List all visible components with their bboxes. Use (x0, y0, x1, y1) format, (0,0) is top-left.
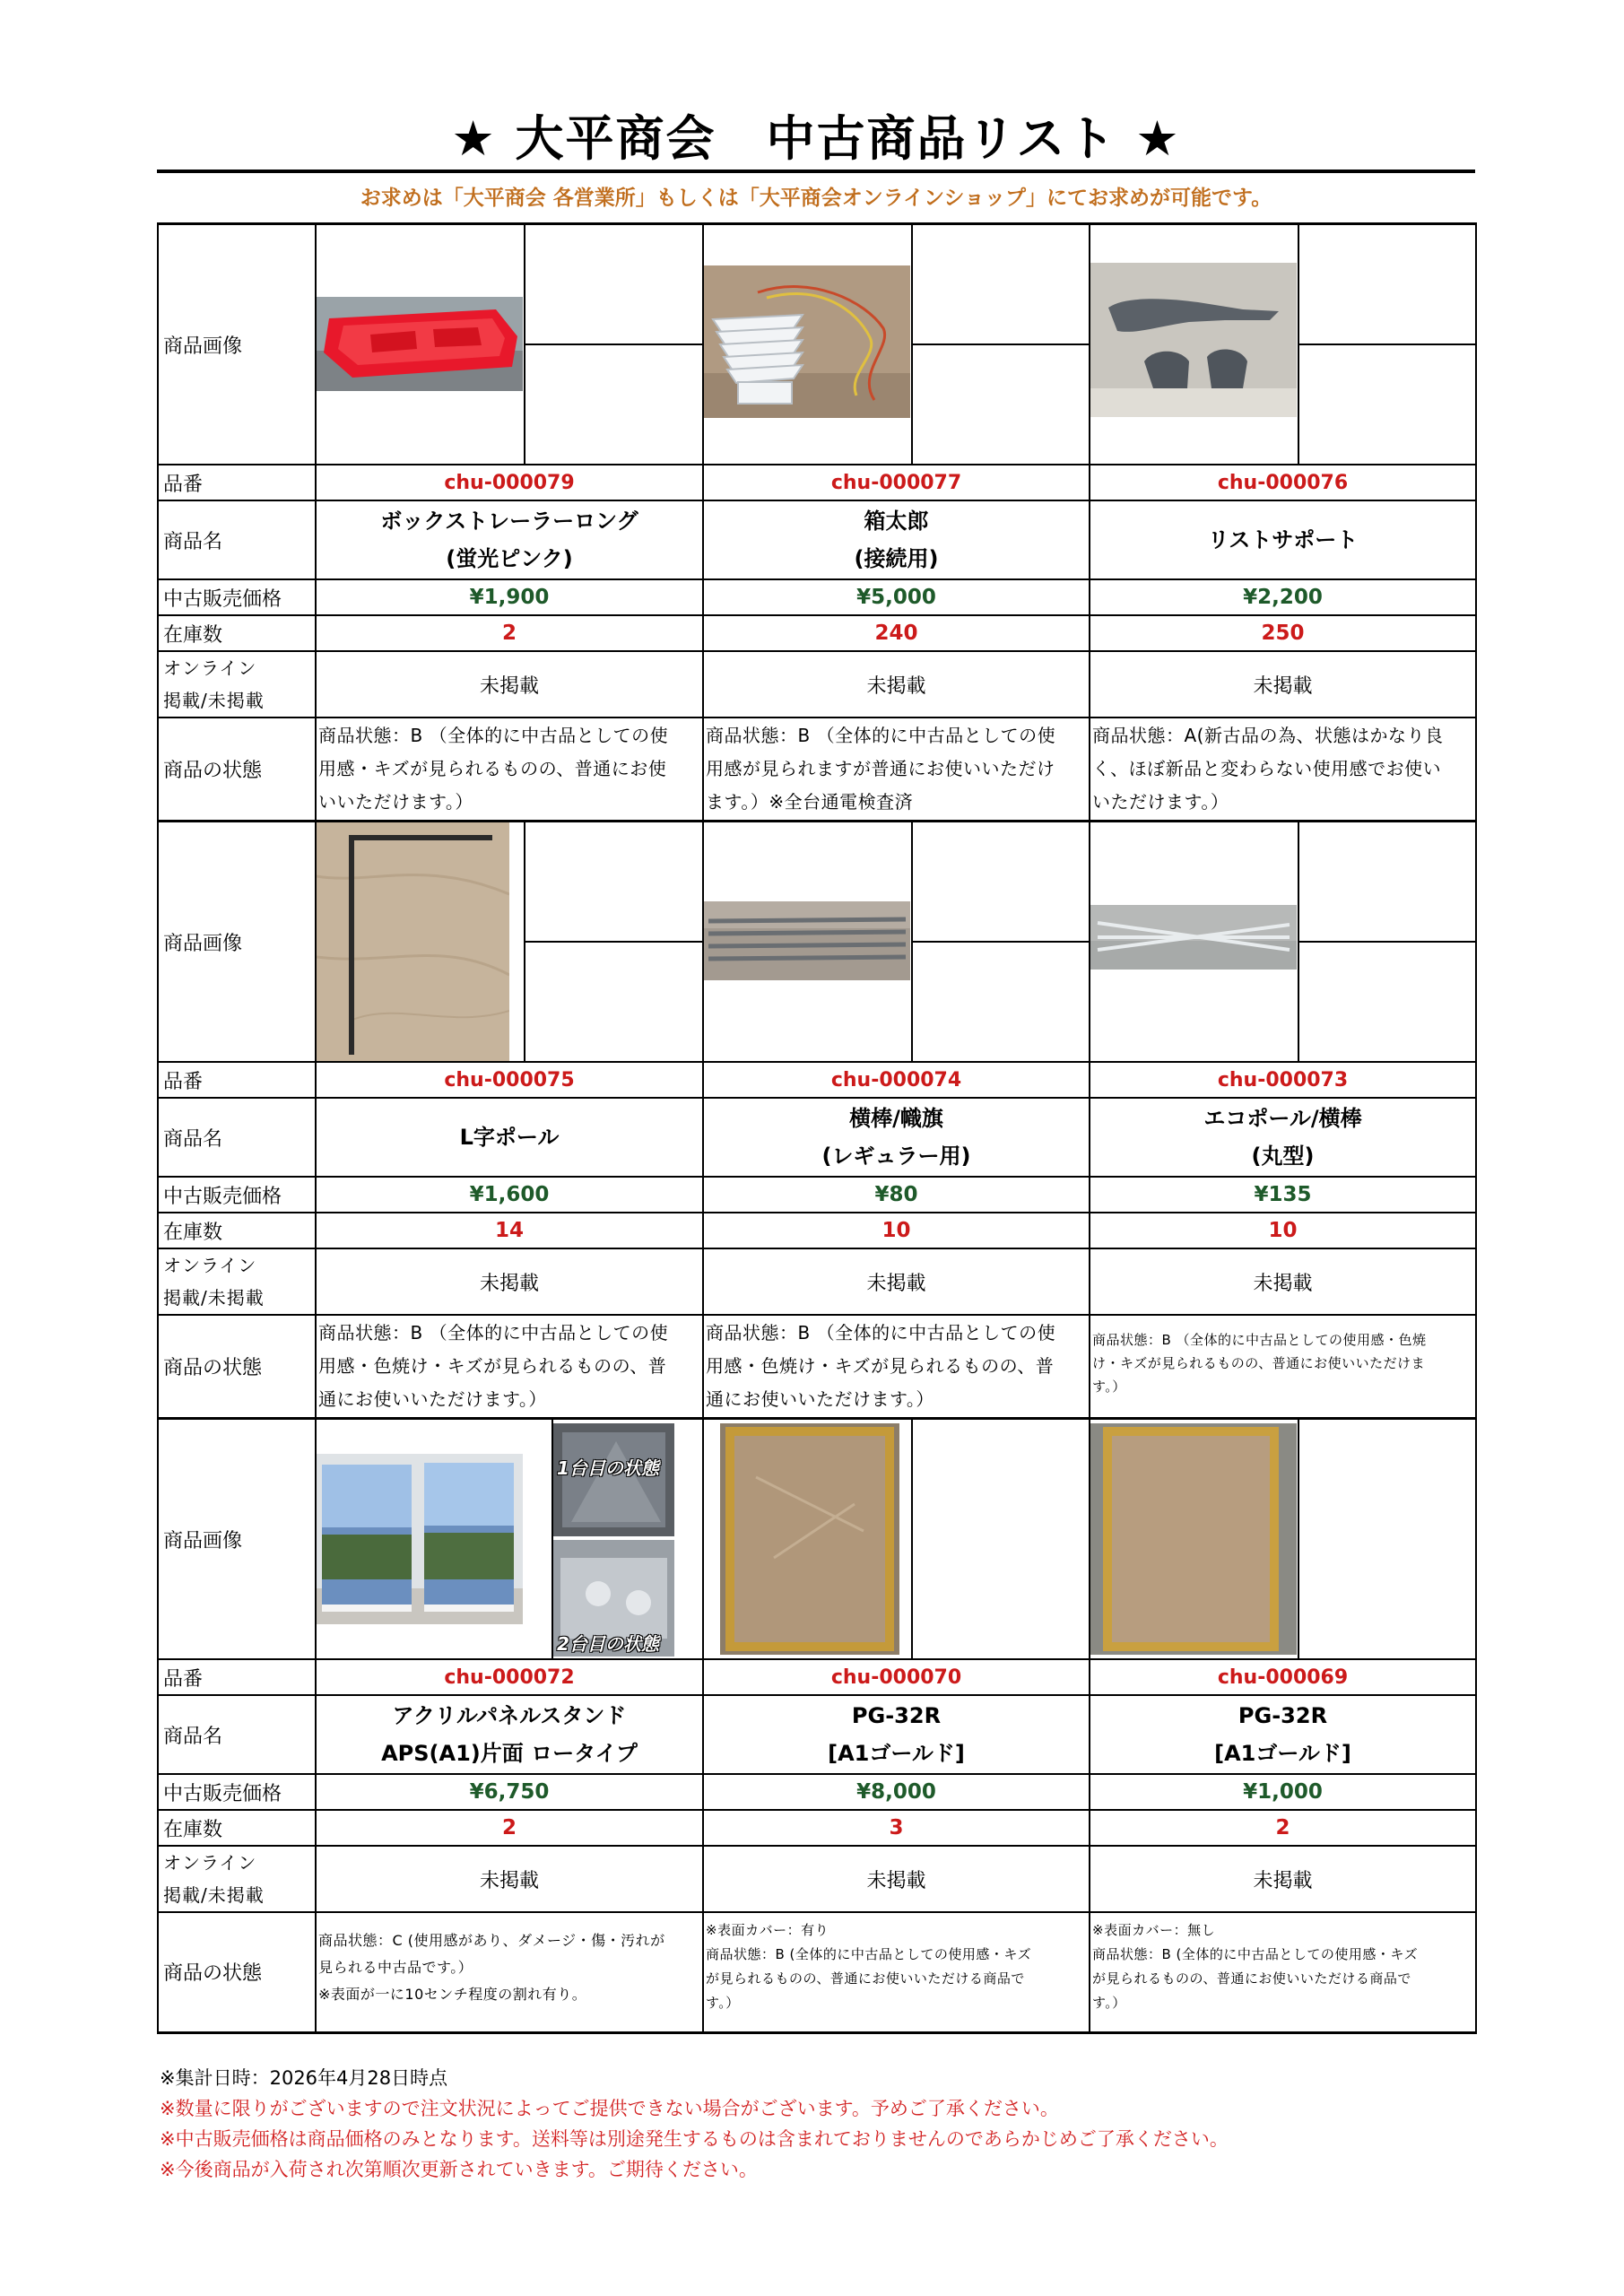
product-price: ¥6,750 (316, 1774, 703, 1810)
product-price: ¥2,200 (1090, 579, 1476, 615)
product-stock: 250 (1090, 615, 1476, 651)
condition-label: 商品の状態 (158, 718, 316, 822)
product-image-cell (703, 1419, 1090, 1660)
gold-poster-frame-photo (720, 1423, 899, 1655)
product-image-cell (316, 1419, 703, 1660)
update-note: ※今後商品が入荷され次第順次更新されていきます。ご期待ください。 (160, 2159, 758, 2180)
stock-label: 在庫数 (158, 1213, 316, 1248)
product-image-cell (1090, 1419, 1476, 1660)
stacked-lamp-boxes-with-cables-photo (704, 265, 910, 418)
online-row (158, 1248, 1476, 1315)
image-row (158, 1419, 1476, 1660)
product-image-cell (1090, 224, 1476, 465)
product-image-cell (316, 224, 703, 465)
condition-label: 商品の状態 (158, 1315, 316, 1419)
first-unit-condition-photo (553, 1423, 674, 1536)
product-condition: ※表面カバー：有り 商品状態：B (全体的に中古品としての使用感・キズ が見られるものの、普通にお使いいただける商品で す。） (703, 1912, 1090, 2032)
name-row (158, 500, 1476, 579)
page-subtitle: お求めは「大平商会 各営業所」もしくは「大平商会オンラインショップ」にてお求めが可能です。 (360, 187, 1272, 210)
product-code: chu-000079 (316, 465, 703, 500)
product-image-cell (316, 822, 703, 1063)
product-price: ¥8,000 (703, 1774, 1090, 1810)
code-row (158, 465, 1476, 500)
product-condition: 商品状態：A(新古品の為、状態はかなり良 く、ほぼ新品と変わらない使用感でお使い いただけます。） (1090, 718, 1476, 822)
product-stock: 14 (316, 1213, 703, 1248)
name-label: 商品名 (158, 1695, 316, 1774)
product-name: エコポール/横棒 (丸型) (1090, 1098, 1476, 1177)
product-condition: 商品状態：B （全体的に中古品としての使 用感が見られますが普通にお使いいただけ ます。）※全台通電検査済 (703, 718, 1090, 822)
product-image-cell (703, 822, 1090, 1063)
name-row (158, 1695, 1476, 1774)
product-price: ¥135 (1090, 1177, 1476, 1213)
price-note: ※中古販売価格は商品価格のみとなります。送料等は別途発生するものは含まれておりませんのであらかじめご了承ください。 (160, 2128, 1229, 2150)
code-label: 品番 (158, 1659, 316, 1695)
price-label: 中古販売価格 (158, 1774, 316, 1810)
product-code: chu-000072 (316, 1659, 703, 1695)
page-title: ★ 大平商会 中古商品リスト ★ (451, 110, 1181, 167)
name-label: 商品名 (158, 500, 316, 579)
price-label: 中古販売価格 (158, 1177, 316, 1213)
product-code: chu-000076 (1090, 465, 1476, 500)
product-name: L字ポール (316, 1098, 703, 1177)
code-row (158, 1659, 1476, 1695)
product-stock: 240 (703, 615, 1090, 651)
l-shaped-pole-on-wood-photo (317, 822, 509, 1061)
online-row (158, 651, 1476, 718)
online-status: 未掲載 (316, 1846, 703, 1912)
grey-wrist-support-photo (1090, 263, 1297, 417)
product-price: ¥1,900 (316, 579, 703, 615)
product-code: chu-000075 (316, 1062, 703, 1098)
name-label: 商品名 (158, 1098, 316, 1177)
product-image-cell (703, 224, 1090, 465)
product-price: ¥1,000 (1090, 1774, 1476, 1810)
second-unit-caption: 2台目の状態 (557, 1633, 659, 1655)
product-price: ¥1,600 (316, 1177, 703, 1213)
product-stock: 10 (703, 1213, 1090, 1248)
price-row (158, 1774, 1476, 1810)
price-row (158, 579, 1476, 615)
product-name: リストサポート (1090, 500, 1476, 579)
product-condition: 商品状態：B （全体的に中古品としての使 用感・キズが見られるものの、普通にお使 いいただけます。） (316, 718, 703, 822)
product-price: ¥5,000 (703, 579, 1090, 615)
stock-row (158, 615, 1476, 651)
product-stock: 2 (1090, 1810, 1476, 1846)
name-row (158, 1098, 1476, 1177)
stock-row (158, 1213, 1476, 1248)
condition-row (158, 1912, 1476, 2032)
product-stock: 3 (703, 1810, 1090, 1846)
image-label: 商品画像 (158, 1419, 316, 1660)
horizontal-bars-photo (704, 901, 910, 980)
product-code: chu-000069 (1090, 1659, 1476, 1695)
first-unit-caption: 1台目の状態 (557, 1457, 659, 1479)
online-status: 未掲載 (1090, 1248, 1476, 1315)
product-name: 箱太郎 (接続用) (703, 500, 1090, 579)
product-stock: 10 (1090, 1213, 1476, 1248)
price-label: 中古販売価格 (158, 579, 316, 615)
online-status: 未掲載 (316, 1248, 703, 1315)
product-name: アクリルパネルスタンド APS(A1)片面 ロータイプ (316, 1695, 703, 1774)
title-rule (157, 170, 1475, 173)
image-row (158, 224, 1476, 465)
gold-poster-frame-photo (1090, 1423, 1297, 1655)
product-condition: 商品状態：B （全体的に中古品としての使 用感・色焼け・キズが見られるものの、普 通にお使いいただけます。） (703, 1315, 1090, 1419)
stock-row (158, 1810, 1476, 1846)
online-status: 未掲載 (1090, 1846, 1476, 1912)
image-row (158, 822, 1476, 1063)
product-name: 横棒/幟旗 (レギュラー用) (703, 1098, 1090, 1177)
product-stock: 2 (316, 1810, 703, 1846)
condition-label: 商品の状態 (158, 1912, 316, 2032)
product-table (157, 222, 1477, 2034)
acrylic-panel-stands-photo (317, 1454, 523, 1624)
condition-row (158, 1315, 1476, 1419)
product-condition: 商品状態：C (使用感があり、ダメージ・傷・汚れが 見られる中古品です。） ※表面が一に10センチ程度の割れ有り。 (316, 1912, 703, 2032)
image-label: 商品画像 (158, 822, 316, 1063)
stock-label: 在庫数 (158, 615, 316, 651)
product-image-cell (1090, 822, 1476, 1063)
product-code: chu-000074 (703, 1062, 1090, 1098)
price-row (158, 1177, 1476, 1213)
product-code: chu-000070 (703, 1659, 1090, 1695)
online-label: オンライン 掲載/未掲載 (158, 1846, 316, 1912)
product-condition: 商品状態：B （全体的に中古品としての使 用感・色焼け・キズが見られるものの、普 通にお使いいただけます。） (316, 1315, 703, 1419)
online-status: 未掲載 (703, 1248, 1090, 1315)
stock-label: 在庫数 (158, 1810, 316, 1846)
product-name: ボックストレーラーロング (蛍光ピンク) (316, 500, 703, 579)
code-label: 品番 (158, 1062, 316, 1098)
product-name: PG-32R [A1ゴールド] (1090, 1695, 1476, 1774)
online-status: 未掲載 (703, 651, 1090, 718)
product-code: chu-000077 (703, 465, 1090, 500)
footer-notes (160, 2063, 1505, 2185)
product-name: PG-32R [A1ゴールド] (703, 1695, 1090, 1774)
code-row (158, 1062, 1476, 1098)
red-plastic-tray-photo (317, 297, 523, 391)
product-condition: ※表面カバー：無し 商品状態：B (全体的に中古品としての使用感・キズ が見られるものの、普通にお使いいただける商品で す。） (1090, 1912, 1476, 2032)
product-stock: 2 (316, 615, 703, 651)
online-status: 未掲載 (1090, 651, 1476, 718)
image-label: 商品画像 (158, 224, 316, 465)
code-label: 品番 (158, 465, 316, 500)
product-code: chu-000073 (1090, 1062, 1476, 1098)
online-label: オンライン 掲載/未掲載 (158, 651, 316, 718)
condition-row (158, 718, 1476, 822)
online-row (158, 1846, 1476, 1912)
crossed-eco-poles-photo (1090, 905, 1297, 970)
aggregation-date-note: ※集計日時：2026年4月28日時点 (160, 2067, 448, 2089)
online-status: 未掲載 (316, 651, 703, 718)
online-status: 未掲載 (703, 1846, 1090, 1912)
product-price: ¥80 (703, 1177, 1090, 1213)
quantity-limit-note: ※数量に限りがございますので注文状況によってご提供できない場合がございます。予めご了承ください。 (160, 2098, 1059, 2119)
product-condition: 商品状態：B （全体的に中古品としての使用感・色焼 け・キズが見られるものの、普通にお使いいただけま す。） (1090, 1315, 1476, 1419)
online-label: オンライン 掲載/未掲載 (158, 1248, 316, 1315)
